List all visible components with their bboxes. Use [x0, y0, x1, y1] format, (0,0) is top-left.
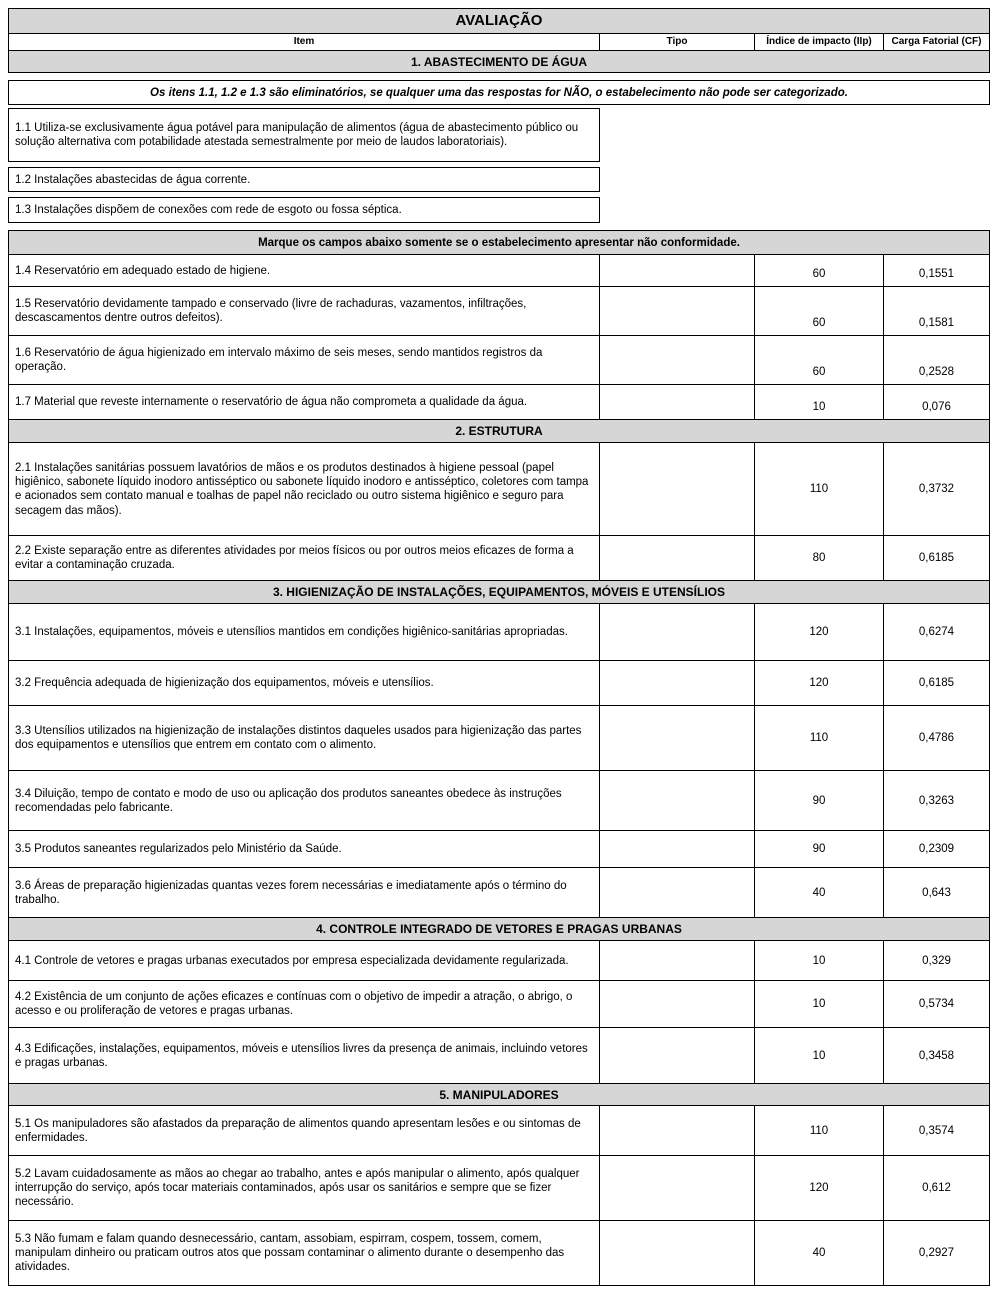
note-eliminatory: Os itens 1.1, 1.2 e 1.3 são eliminatórios, se qualquer uma das respostas for NÃO, o estabelecimento não pode ser categorizado. [9, 81, 990, 105]
table-row [9, 385, 990, 420]
item-text-1-6: 1.6 Reservatório de água higienizado em intervalo máximo de seis meses, sendo mantidos registros da operação. [9, 336, 600, 385]
tipo-cell [599, 1028, 754, 1084]
iip-value: 110 [754, 706, 883, 771]
table-row [9, 706, 990, 771]
table-row [9, 1156, 990, 1221]
table-row [9, 287, 990, 336]
item-text-4-3: 4.3 Edificações, instalações, equipamentos, móveis e utensílios livres da presença de animais, incluindo vetores e pragas urbanas. [9, 1028, 600, 1084]
tipo-cell [599, 536, 754, 581]
table-row [9, 941, 990, 981]
cf-value: 0,076 [883, 385, 989, 420]
cf-value: 0,6185 [883, 536, 989, 581]
iip-value: 90 [754, 831, 883, 868]
item-text-2-2: 2.2 Existe separação entre as diferentes atividades por meios físicos ou por outros meios eficazes de forma a evitar a contaminação cruzada. [9, 536, 600, 581]
table-title: AVALIAÇÃO [9, 9, 990, 34]
iip-value: 10 [754, 1028, 883, 1084]
table-row [9, 831, 990, 868]
table-row [9, 198, 990, 223]
cf-value: 0,3263 [883, 771, 989, 831]
tipo-cell [599, 604, 754, 661]
item-text-1-1: 1.1 Utiliza-se exclusivamente água potável para manipulação de alimentos (água de abastecimento público ou solução alternativa com potabilidade atestada semestralmente por meio de laudos laboratoriais). [9, 109, 600, 162]
blank-area [599, 109, 989, 162]
section-header-2: 2. ESTRUTURA [9, 420, 990, 443]
section-header-1: 1. ABASTECIMENTO DE ÁGUA [9, 51, 990, 73]
cf-value: 0,5734 [883, 981, 989, 1028]
item-text-3-4: 3.4 Diluição, tempo de contato e modo de uso ou aplicação dos produtos saneantes obedece às instruções recomendadas pelo fabricante. [9, 771, 600, 831]
tipo-cell [599, 771, 754, 831]
table-row [9, 109, 990, 162]
tipo-cell [599, 385, 754, 420]
table-row [9, 604, 990, 661]
column-header-tipo: Tipo [599, 34, 754, 51]
iip-value: 120 [754, 604, 883, 661]
iip-value: 60 [754, 255, 883, 287]
item-text-3-2: 3.2 Frequência adequada de higienização dos equipamentos, móveis e utensílios. [9, 661, 600, 706]
tipo-cell [599, 1221, 754, 1286]
iip-value: 80 [754, 536, 883, 581]
iip-value: 40 [754, 868, 883, 918]
section-row [9, 918, 990, 941]
cf-value: 0,6185 [883, 661, 989, 706]
column-header-row [9, 34, 990, 51]
item-text-1-3: 1.3 Instalações dispõem de conexões com rede de esgoto ou fossa séptica. [9, 198, 600, 223]
cf-value: 0,3732 [883, 443, 989, 536]
note-mark-fields: Marque os campos abaixo somente se o estabelecimento apresentar não conformidade. [9, 231, 990, 255]
cf-value: 0,6274 [883, 604, 989, 661]
iip-value: 60 [754, 336, 883, 385]
iip-value: 120 [754, 661, 883, 706]
evaluation-table [8, 8, 990, 1286]
tipo-cell [599, 336, 754, 385]
item-text-4-2: 4.2 Existência de um conjunto de ações eficazes e contínuas com o objetivo de impedir a atração, o abrigo, o acesso e ou proliferação de vetores e pragas urbanas. [9, 981, 600, 1028]
item-text-5-2: 5.2 Lavam cuidadosamente as mãos ao chegar ao trabalho, antes e após manipular o alimento, após qualquer interrupção do serviço, após tocar materiais contaminados, após usar os sanitários e sempre que se fizer necessário. [9, 1156, 600, 1221]
item-text-5-3: 5.3 Não fumam e falam quando desnecessário, cantam, assobiam, espirram, cospem, tossem, comem, manipulam dinheiro ou praticam outros atos que possam contaminar o alimento durante o desempenho das atividades. [9, 1221, 600, 1286]
cf-value: 0,1551 [883, 255, 989, 287]
item-text-3-5: 3.5 Produtos saneantes regularizados pelo Ministério da Saúde. [9, 831, 600, 868]
section-row [9, 420, 990, 443]
tipo-cell [599, 661, 754, 706]
column-header-item: Item [9, 34, 600, 51]
table-row [9, 1221, 990, 1286]
section-row [9, 581, 990, 604]
table-row [9, 168, 990, 192]
note-row [9, 81, 990, 105]
item-text-1-7: 1.7 Material que reveste internamente o reservatório de água não comprometa a qualidade da água. [9, 385, 600, 420]
section-header-5: 5. MANIPULADORES [9, 1084, 990, 1106]
table-row [9, 771, 990, 831]
spacer [9, 73, 990, 81]
cf-value: 0,4786 [883, 706, 989, 771]
item-text-1-4: 1.4 Reservatório em adequado estado de higiene. [9, 255, 600, 287]
iip-value: 110 [754, 1106, 883, 1156]
item-text-1-5: 1.5 Reservatório devidamente tampado e conservado (livre de rachaduras, vazamentos, infiltrações, descascamentos dentre outros defeitos). [9, 287, 600, 336]
cf-value: 0,3574 [883, 1106, 989, 1156]
iip-value: 120 [754, 1156, 883, 1221]
item-text-3-6: 3.6 Áreas de preparação higienizadas quantas vezes forem necessárias e imediatamente após o término do trabalho. [9, 868, 600, 918]
tipo-cell [599, 443, 754, 536]
tipo-cell [599, 287, 754, 336]
iip-value: 110 [754, 443, 883, 536]
blank-area [599, 168, 989, 192]
cf-value: 0,1581 [883, 287, 989, 336]
iip-value: 90 [754, 771, 883, 831]
tipo-cell [599, 1156, 754, 1221]
table-row [9, 1106, 990, 1156]
iip-value: 10 [754, 385, 883, 420]
table-row [9, 536, 990, 581]
iip-value: 60 [754, 287, 883, 336]
cf-value: 0,2927 [883, 1221, 989, 1286]
table-row [9, 868, 990, 918]
tipo-cell [599, 941, 754, 981]
section-header-4: 4. CONTROLE INTEGRADO DE VETORES E PRAGAS URBANAS [9, 918, 990, 941]
section-row [9, 1084, 990, 1106]
blank-area [599, 198, 989, 223]
spacer-row [9, 73, 990, 81]
table-row [9, 981, 990, 1028]
tipo-cell [599, 255, 754, 287]
spacer [9, 223, 990, 231]
cf-value: 0,2309 [883, 831, 989, 868]
table-row [9, 443, 990, 536]
item-text-3-1: 3.1 Instalações, equipamentos, móveis e utensílios mantidos em condições higiênico-sanitárias apropriadas. [9, 604, 600, 661]
section-row [9, 51, 990, 73]
column-header-iip: Índice de impacto (IIp) [754, 34, 883, 51]
tipo-cell [599, 868, 754, 918]
cf-value: 0,612 [883, 1156, 989, 1221]
note-row [9, 231, 990, 255]
item-text-3-3: 3.3 Utensílios utilizados na higienização de instalações distintos daqueles usados para higienização das partes dos equipamentos e utensílios que entrem em contato com o alimento. [9, 706, 600, 771]
cf-value: 0,643 [883, 868, 989, 918]
cf-value: 0,2528 [883, 336, 989, 385]
spacer-row [9, 223, 990, 231]
cf-value: 0,329 [883, 941, 989, 981]
cf-value: 0,3458 [883, 1028, 989, 1084]
title-row [9, 9, 990, 34]
table-row [9, 336, 990, 385]
iip-value: 10 [754, 941, 883, 981]
tipo-cell [599, 706, 754, 771]
iip-value: 40 [754, 1221, 883, 1286]
tipo-cell [599, 981, 754, 1028]
item-text-1-2: 1.2 Instalações abastecidas de água corrente. [9, 168, 600, 192]
item-text-4-1: 4.1 Controle de vetores e pragas urbanas executados por empresa especializada devidamente regularizada. [9, 941, 600, 981]
column-header-cf: Carga Fatorial (CF) [883, 34, 989, 51]
item-text-2-1: 2.1 Instalações sanitárias possuem lavatórios de mãos e os produtos destinados à higiene pessoal (papel higiênico, sabonete líquido inodoro antisséptico ou sabonete líquido inodoro e antisséptico, coletores com tampa e acionados sem contato manual e toalhas de papel não reciclado ou outro sistema higiênico e seguro para secagem das mãos). [9, 443, 600, 536]
table-row [9, 661, 990, 706]
table-row [9, 255, 990, 287]
tipo-cell [599, 1106, 754, 1156]
item-text-5-1: 5.1 Os manipuladores são afastados da preparação de alimentos quando apresentam lesões e ou sintomas de enfermidades. [9, 1106, 600, 1156]
iip-value: 10 [754, 981, 883, 1028]
tipo-cell [599, 831, 754, 868]
table-row [9, 1028, 990, 1084]
section-header-3: 3. HIGIENIZAÇÃO DE INSTALAÇÕES, EQUIPAMENTOS, MÓVEIS E UTENSÍLIOS [9, 581, 990, 604]
